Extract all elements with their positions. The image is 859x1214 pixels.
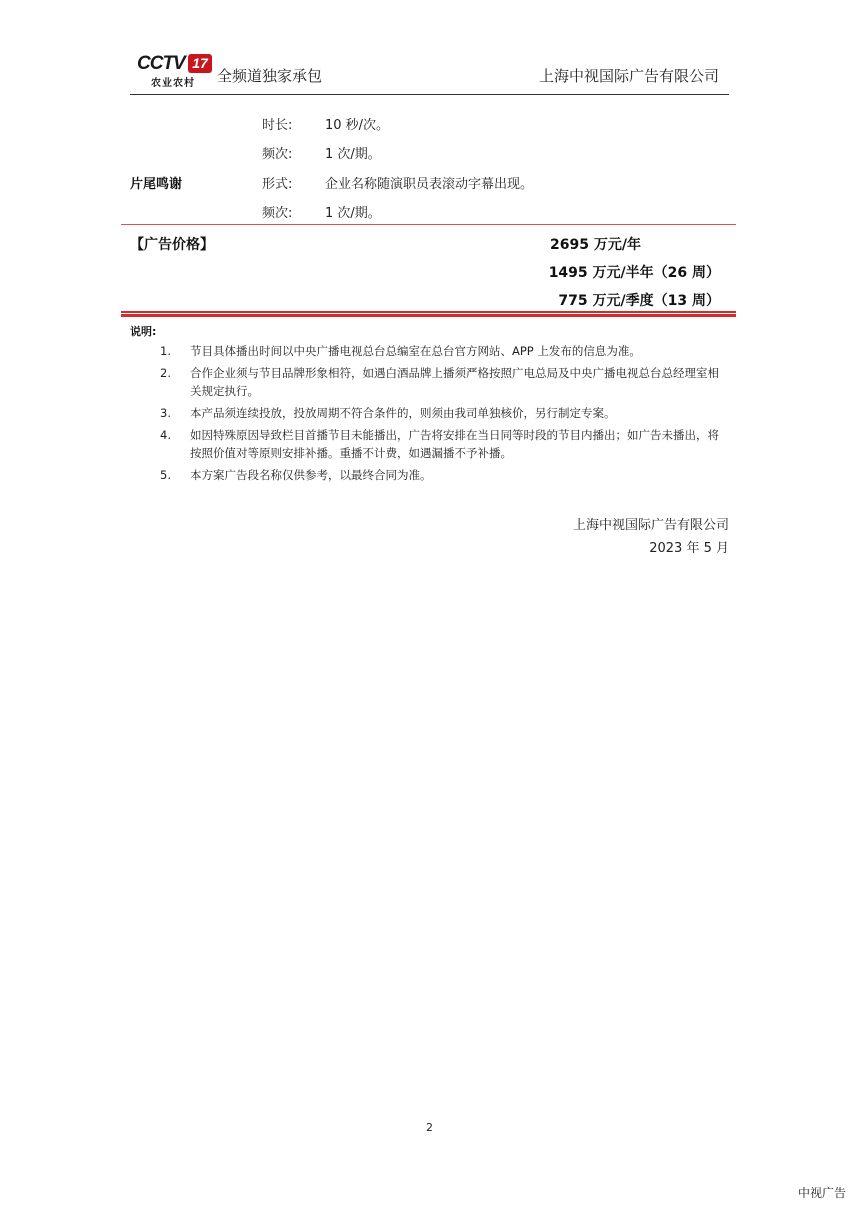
- section-divider: [121, 224, 736, 225]
- row-value-duration: 10 秒/次。: [325, 118, 390, 133]
- page-number: 2: [426, 1121, 433, 1134]
- header-divider: [130, 94, 729, 95]
- cctv17-logo: [137, 53, 213, 87]
- price-yearly: 2695 万元/年: [550, 237, 641, 253]
- section-label: 片尾鸣谢: [130, 177, 183, 192]
- row-label-frequency: 频次:: [262, 147, 293, 162]
- price-quarter: 775 万元/季度（13 周）: [558, 293, 720, 309]
- signature-company: 上海中视国际广告有限公司: [572, 518, 729, 533]
- list-item: [130, 426, 730, 462]
- note-number: 5.: [160, 468, 171, 482]
- note-number: 1.: [160, 344, 171, 358]
- price-half-year: 1495 万元/半年（26 周）: [548, 265, 720, 281]
- note-number: 2.: [160, 366, 171, 380]
- price-divider-top: [121, 311, 736, 313]
- corner-mark: 中视广告: [797, 1186, 846, 1200]
- note-number: 4.: [160, 428, 171, 442]
- logo-text: CCTV: [137, 53, 185, 74]
- note-number: 3.: [160, 406, 171, 420]
- list-item: [130, 364, 730, 400]
- note-text: 本产品须连续投放，投放周期不符合条件的，则须由我司单独核价，另行制定专案。: [190, 406, 616, 420]
- note-text: 如因特殊原因导致栏目首播节目未能播出，广告将安排在当日同等时段的节目内播出；如广告未播出，将按照价值对等原则安排补播。重播不计费，如遇漏播不予补播。: [190, 428, 719, 460]
- header-title: 全频道独家承包: [217, 67, 323, 85]
- row-label-frequency-2: 频次:: [262, 206, 293, 221]
- row-value-frequency: 1 次/期。: [325, 147, 381, 162]
- notes-list: [130, 342, 730, 488]
- logo-subtext: 农业农村: [151, 78, 195, 89]
- logo-number: 17: [188, 54, 212, 73]
- notes-title: 说明:: [130, 325, 157, 338]
- list-item: [130, 342, 730, 360]
- price-divider-bottom: [121, 314, 736, 317]
- row-value-format: 企业名称随演职员表滚动字幕出现。: [325, 177, 534, 192]
- note-text: 节目具体播出时间以中央广播电视总台总编室在总台官方网站、APP 上发布的信息为准。: [190, 344, 641, 358]
- header-company: 上海中视国际广告有限公司: [538, 67, 719, 85]
- signature-date: 2023 年 5 月: [649, 541, 729, 556]
- row-value-frequency-2: 1 次/期。: [325, 206, 381, 221]
- list-item: [130, 466, 730, 484]
- row-label-duration: 时长:: [262, 118, 293, 133]
- note-text: 本方案广告段名称仅供参考，以最终合同为准。: [190, 468, 432, 482]
- price-title: 【广告价格】: [130, 237, 214, 253]
- row-label-format: 形式:: [262, 177, 293, 192]
- note-text: 合作企业须与节目品牌形象相符，如遇白酒品牌上播须严格按照广电总局及中央广播电视总台总经理室相关规定执行。: [190, 366, 719, 398]
- list-item: [130, 404, 730, 422]
